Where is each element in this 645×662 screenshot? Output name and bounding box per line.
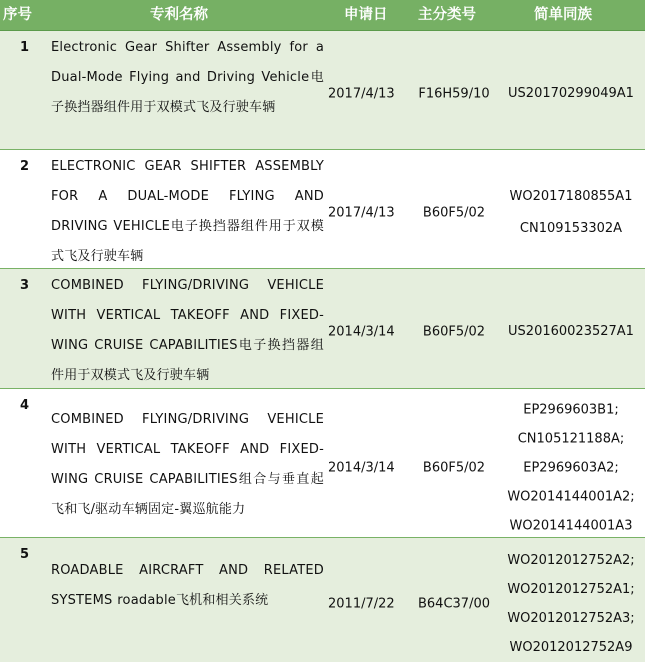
header-family: 简单同族 — [534, 7, 592, 23]
family-item: EP2969603B1; — [523, 402, 619, 418]
table-header — [0, 0, 645, 31]
row-title: COMBINED FLYING/DRIVING VEHICLE WITH VERTICAL TAKEOFF AND FIXED-WING CRUISE CAPABILITIES组合与垂直起飞和飞/驱动车辆固定-翼巡航能力 — [51, 412, 324, 517]
row-title: COMBINED FLYING/DRIVING VEHICLE WITH VERTICAL TAKEOFF AND FIXED-WING CRUISE CAPABILITIES电子换挡器组件用于双模式飞及行驶车辆 — [51, 278, 324, 383]
family-item: CN109153302A — [519, 221, 623, 236]
table-row — [0, 389, 645, 538]
family-item: US20170299049A1 — [508, 86, 634, 101]
table-row — [0, 269, 645, 389]
row-classification: B60F5/02 — [422, 205, 486, 221]
table-row — [0, 31, 645, 150]
family-item: US20160023527A1 — [508, 324, 634, 339]
family-item: WO2017180855A1 — [509, 189, 633, 204]
row-index: 2 — [20, 159, 30, 174]
row-title: Electronic Gear Shifter Assembly for a Dual-Mode Flying and Driving Vehicle电子换挡器组件用于双模式飞及行驶车辆 — [51, 40, 324, 115]
row-index: 4 — [20, 398, 30, 413]
row-index: 3 — [20, 278, 30, 293]
row-classification: B60F5/02 — [422, 324, 486, 340]
row-title: ROADABLE AIRCRAFT AND RELATED SYSTEMS roadable飞机和相关系统 — [51, 563, 324, 608]
row-family — [500, 396, 642, 541]
row-family — [500, 78, 642, 110]
row-family — [500, 316, 642, 348]
row-date: 2014/3/14 — [328, 460, 395, 476]
row-classification: F16H59/10 — [418, 86, 490, 102]
family-item: WO2012012752A2; — [507, 553, 635, 568]
family-item: CN105121188A; — [517, 431, 625, 447]
family-item: EP2969603A2; — [523, 460, 619, 476]
row-date: 2017/4/13 — [328, 86, 395, 102]
row-classification: B60F5/02 — [422, 460, 486, 476]
row-title: ELECTRONIC GEAR SHIFTER ASSEMBLY FOR A DUAL-MODE FLYING AND DRIVING VEHICLE电子换挡器组件用于双模式飞及行驶车辆 — [51, 159, 324, 264]
table-row — [0, 538, 645, 658]
family-item: WO2014144001A3 — [509, 518, 633, 534]
next-row-edge — [0, 657, 645, 662]
family-item: WO2012012752A3; — [507, 611, 635, 626]
header-classification: 主分类号 — [418, 7, 476, 23]
family-item: WO2012012752A1; — [507, 582, 635, 597]
row-family — [500, 181, 642, 245]
table-row — [0, 150, 645, 269]
row-date: 2014/3/14 — [328, 324, 395, 340]
row-date: 2017/4/13 — [328, 205, 395, 221]
family-item: WO2014144001A2; — [507, 489, 635, 505]
row-index: 1 — [20, 40, 30, 55]
header-title: 专利名称 — [150, 7, 208, 23]
header-date: 申请日 — [344, 7, 388, 23]
row-date: 2011/7/22 — [328, 596, 395, 612]
family-item: WO2012012752A9 — [509, 640, 633, 655]
row-family — [500, 546, 642, 662]
row-index: 5 — [20, 547, 30, 562]
row-classification: B64C37/00 — [417, 596, 490, 612]
header-index: 序号 — [3, 7, 32, 23]
